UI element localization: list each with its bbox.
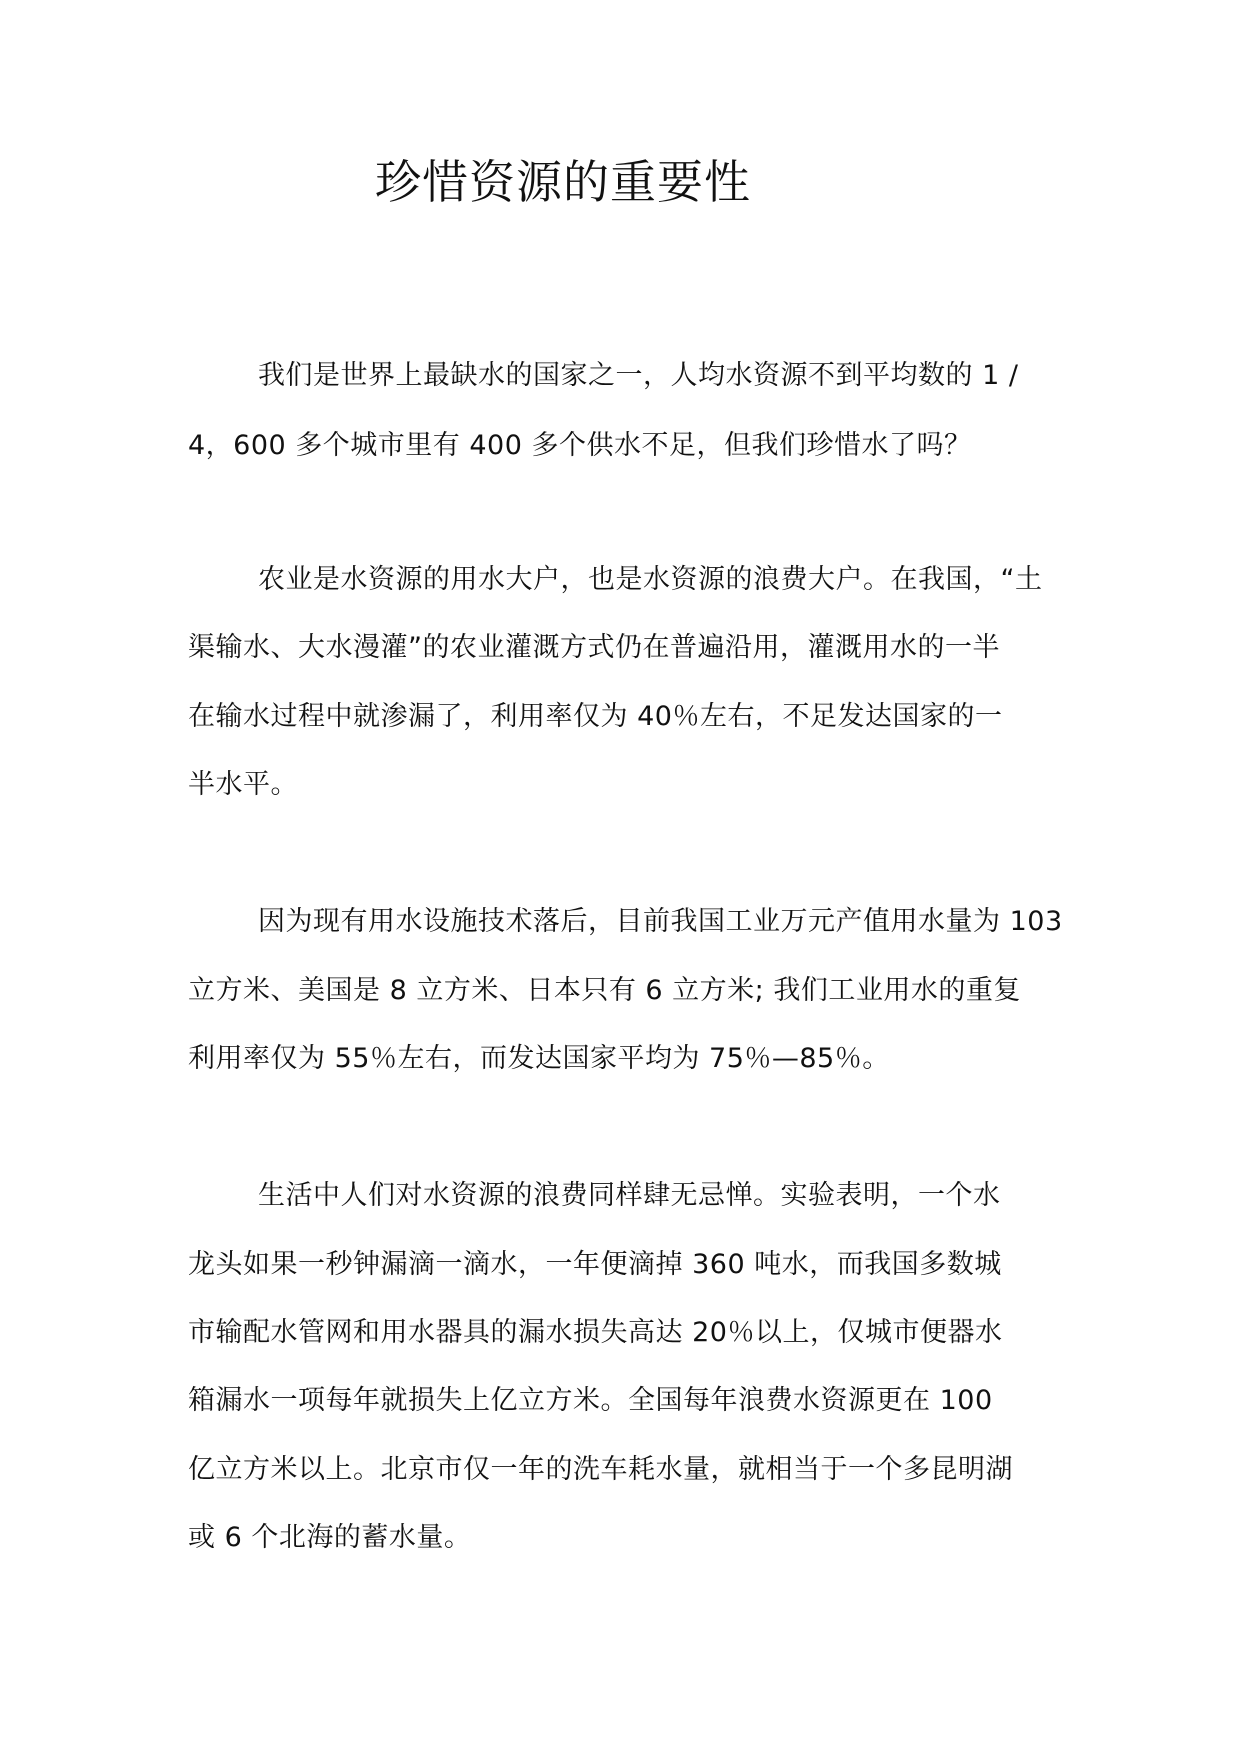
paragraph-line: 因为现有用水设施技术落后，目前我国工业万元产值用水量为 103 bbox=[258, 906, 1063, 937]
paragraph-line: 农业是水资源的用水大户，也是水资源的浪费大户。在我国，“土 bbox=[258, 564, 1043, 595]
paragraph-line: 半水平。 bbox=[188, 769, 298, 800]
paragraph-line: 市输配水管网和用水器具的漏水损失高达 20％以上，仅城市便器水 bbox=[188, 1317, 1003, 1348]
paragraph-line: 生活中人们对水资源的浪费同样肆无忌惮。实验表明，一个水 bbox=[258, 1180, 1001, 1211]
paragraph-line: 立方米、美国是 8 立方米、日本只有 6 立方米; 我们工业用水的重复 bbox=[188, 975, 1021, 1006]
paragraph-line: 亿立方米以上。北京市仅一年的洗车耗水量，就相当于一个多昆明湖 bbox=[188, 1454, 1013, 1485]
paragraph-line: 我们是世界上最缺水的国家之一，人均水资源不到平均数的 1 / bbox=[258, 360, 1019, 391]
paragraph-line: 渠输水、大水漫灌”的农业灌溉方式仍在普遍沿用，灌溉用水的一半 bbox=[188, 632, 1000, 663]
paragraph-line: 4，600 多个城市里有 400 多个供水不足，但我们珍惜水了吗？ bbox=[188, 430, 972, 461]
paragraph-line: 在输水过程中就渗漏了，利用率仅为 40％左右，不足发达国家的一 bbox=[188, 701, 1003, 732]
document-title: 珍惜资源的重要性 bbox=[375, 155, 751, 209]
paragraph-line: 利用率仅为 55％左右，而发达国家平均为 75％—85％。 bbox=[188, 1043, 890, 1074]
paragraph-line: 龙头如果一秒钟漏滴一滴水，一年便滴掉 360 吨水，而我国多数城 bbox=[188, 1249, 1002, 1280]
paragraph-line: 或 6 个北海的蓄水量。 bbox=[188, 1522, 472, 1553]
paragraph-line: 箱漏水一项每年就损失上亿立方米。全国每年浪费水资源更在 100 bbox=[188, 1385, 993, 1416]
